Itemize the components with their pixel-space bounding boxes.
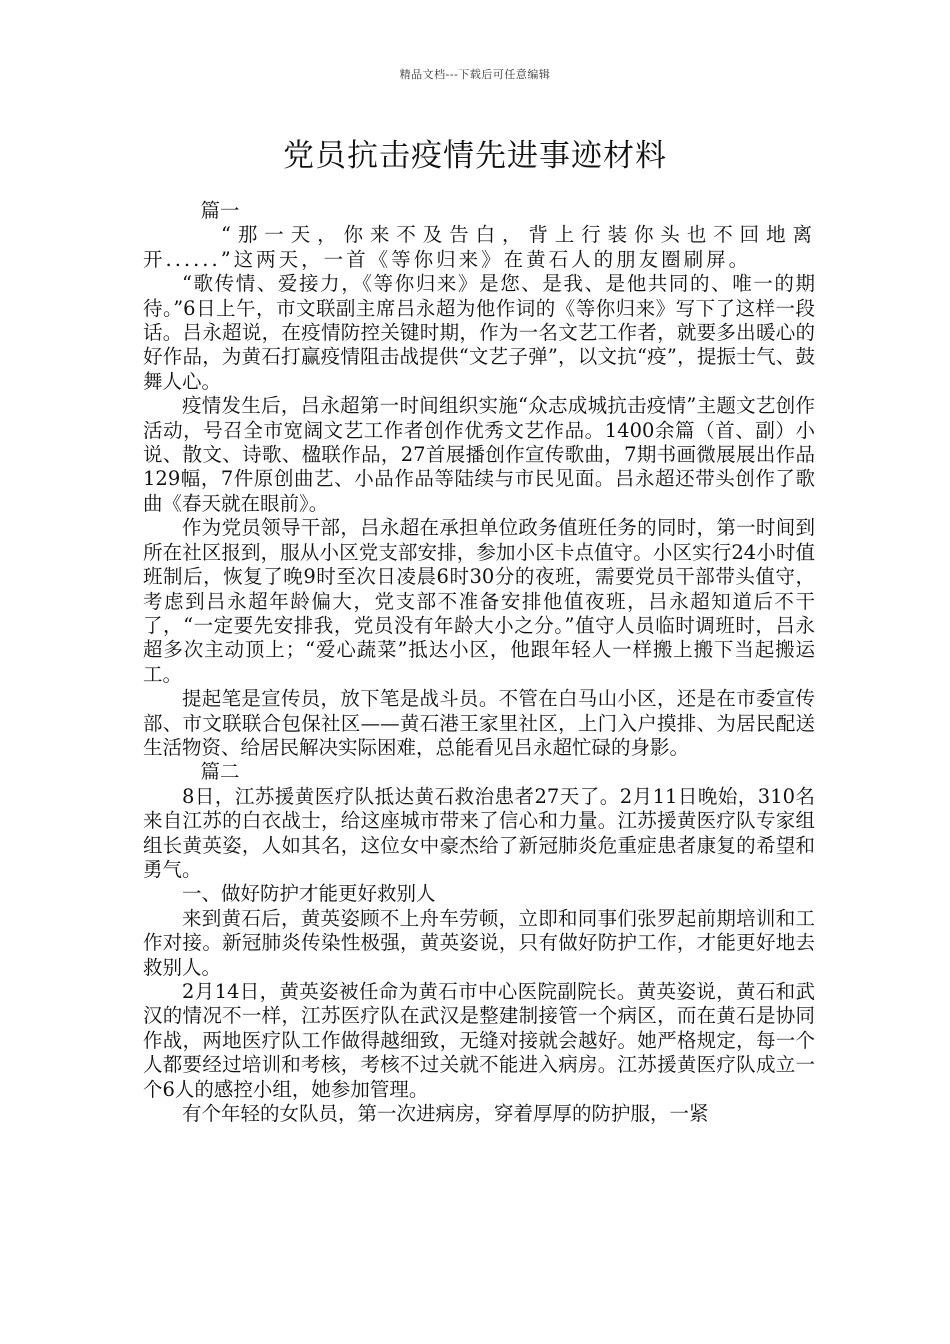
paragraph: 8日，江苏援黄医疗队抵达黄石救治患者27天了。2月11日晚始，310名来自江苏的白衣战士，给这座城市带来了信心和力量。江苏援黄医疗队专家组组长黄英姿，人如其名，这位女中豪杰给了新冠肺炎危重症患者康复的希望和勇气。 bbox=[143, 784, 815, 881]
subheading: 一、做好防护才能更好救别人 bbox=[182, 882, 436, 906]
paragraph: 来到黄石后，黄英姿顾不上舟车劳顿，立即和同事们张罗起前期培训和工作对接。新冠肺炎传染性极强，黄英姿说，只有做好防护工作，才能更好地去救别人。 bbox=[143, 906, 815, 979]
document-body bbox=[143, 199, 815, 1126]
paragraph: 提起笔是宣传员，放下笔是战斗员。不管在白马山小区，还是在市委宣传部、市文联联合包保社区——黄石港王家里社区，上门入户摸排、为居民配送生活物资、给居民解决实际困难，总能看见吕永超忙碌的身影。 bbox=[143, 687, 815, 759]
paragraph: 有个年轻的女队员，第一次进病房，穿着厚厚的防护服，一紧 bbox=[182, 1102, 709, 1126]
paragraph: 疫情发生后，吕永超第一时间组织实施“众志成城抗击疫情”主题文艺创作活动，号召全市宽阔文艺工作者创作优秀文艺作品。1400余篇（首、副）小说、散文、诗歌、楹联作品，27首展播创作宣传歌曲，7期书画微展展出作品129幅，7件原创曲艺、小品作品等陆续与市民见面。吕永超还带头创作了歌曲《春天就在眼前》。 bbox=[143, 394, 815, 515]
section-heading-part-one: 篇一 bbox=[200, 199, 240, 222]
header-note: 精品文档---下载后可任意编辑 bbox=[399, 68, 551, 81]
section-heading-part-two: 篇二 bbox=[200, 760, 240, 784]
paragraph: “那一天，你来不及告白，背上行装你头也不回地离开......”这两天，一首《等你归来》在黄石人的朋友圈刷屏。 bbox=[143, 223, 815, 271]
paragraph: 作为党员领导干部，吕永超在承担单位政务值班任务的同时，第一时间到所在社区报到，服从小区党支部安排，参加小区卡点值守。小区实行24小时值班制后，恢复了晚9时至次日凌晨6时30分的夜班，需要党员干部带头值守，考虑到吕永超年龄偏大，党支部不准备安排他值夜班，吕永超知道后不干了，“一定要先安排我，党员没有年龄大小之分。”值守人员临时调班时，吕永超多次主动顶上；“爱心蔬菜”抵达小区，他跟年轻人一样搬上搬下当起搬运工。 bbox=[143, 516, 815, 686]
paragraph: 2月14日，黄英姿被任命为黄石市中心医院副院长。黄英姿说，黄石和武汉的情况不一样，江苏医疗队在武汉是整建制接管一个病区，而在黄石是协同作战，两地医疗队工作做得越细致，无缝对接就会越好。她严格规定，每一个人都要经过培训和考核，考核不过关就不能进入病房。江苏援黄医疗队成立一个6人的感控小组，她参加管理。 bbox=[143, 980, 815, 1101]
document-title: 党员抗击疫情先进事迹材料 bbox=[283, 138, 667, 174]
paragraph: “歌传情、爱接力，《等你归来》是您、是我、是他共同的、唯一的期待。”6日上午，市文联副主席吕永超为他作词的《等你归来》写下了这样一段话。吕永超说，在疫情防控关键时期，作为一名文艺工作者，就要多出暖心的好作品，为黄石打赢疫情阻击战提供“文艺子弹”，以文抗“疫”，提振士气、鼓舞人心。 bbox=[143, 272, 815, 393]
